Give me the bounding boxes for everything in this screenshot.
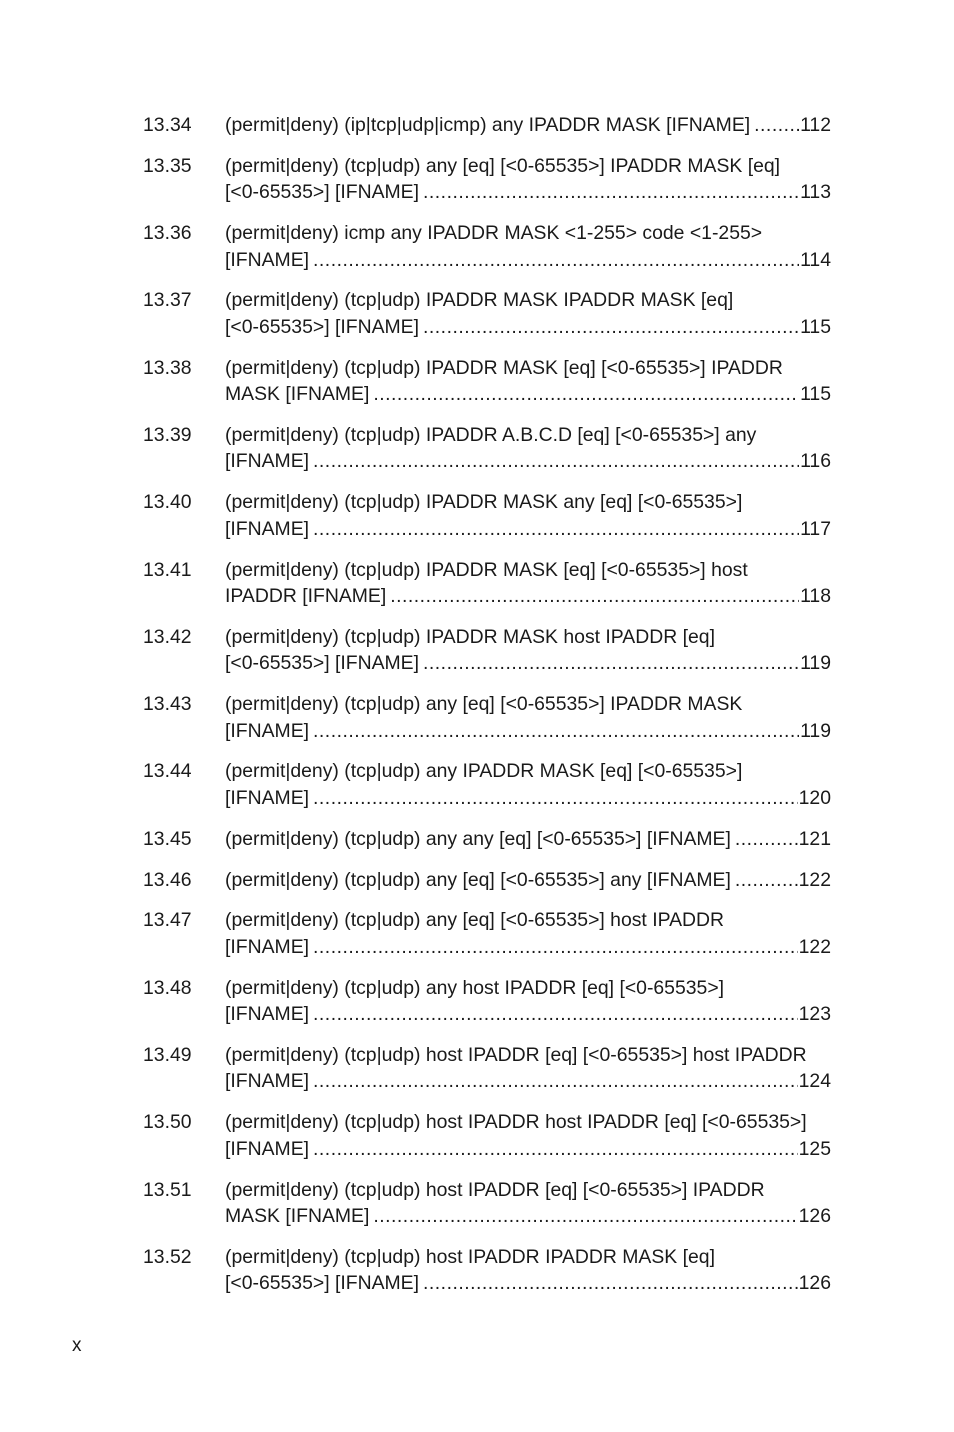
toc-entry-number: 13.45 — [143, 827, 192, 850]
toc-entry-number: 13.52 — [143, 1245, 192, 1268]
dot-leader — [423, 314, 799, 341]
page-number: x — [72, 1335, 82, 1356]
toc-entry-number: 13.43 — [143, 693, 192, 716]
dot-leader — [313, 1001, 798, 1028]
toc-entry-last-line — [225, 867, 831, 894]
toc-entry-title-line: (permit|deny) (tcp|udp) any [eq] [<0-65535>] IPADDR MASK — [225, 693, 743, 716]
dot-leader — [373, 1203, 797, 1230]
toc-entry-title — [225, 355, 831, 408]
toc-entry-title — [225, 975, 831, 1028]
table-of-contents — [143, 112, 831, 1311]
toc-entry-title-line: [IFNAME] — [225, 1003, 310, 1026]
toc-entry-last-line — [225, 718, 831, 745]
toc-entry-last-line — [225, 112, 831, 139]
dot-leader — [313, 448, 799, 475]
toc-entry-title-line: (permit|deny) (tcp|udp) any IPADDR MASK [eq] [<0-65535>] — [225, 760, 743, 783]
dot-leader — [313, 1136, 798, 1163]
toc-entry-title-line: (permit|deny) (tcp|udp) any [eq] [<0-65535>] host IPADDR — [225, 909, 725, 932]
toc-entry-last-line — [225, 516, 831, 543]
toc-entry-page[interactable]: 117 — [800, 517, 831, 540]
toc-entry-title-line: (permit|deny) (tcp|udp) any [eq] [<0-65535>] IPADDR MASK [eq] — [225, 154, 781, 177]
toc-entry-title-line: (permit|deny) (tcp|udp) IPADDR A.B.C.D [eq] [<0-65535>] any — [225, 423, 757, 446]
toc-entry-page[interactable]: 120 — [798, 786, 831, 809]
toc-entry-title-line: [IFNAME] — [225, 719, 310, 742]
toc-entry[interactable] — [143, 867, 831, 894]
toc-entry-number: 13.48 — [143, 976, 192, 999]
toc-entry-title — [225, 758, 831, 811]
toc-entry-title-line: [<0-65535>] [IFNAME] — [225, 652, 420, 675]
toc-entry-number: 13.35 — [143, 154, 192, 177]
toc-entry-title-line: [IFNAME] — [225, 1070, 310, 1093]
toc-entry-number: 13.41 — [143, 558, 192, 581]
toc-entry[interactable] — [143, 907, 831, 960]
dot-leader — [313, 785, 798, 812]
toc-entry-number: 13.47 — [143, 909, 192, 932]
toc-entry-title — [225, 907, 831, 960]
toc-entry-number: 13.38 — [143, 356, 192, 379]
toc-entry-title-line: [<0-65535>] [IFNAME] — [225, 1272, 420, 1295]
toc-entry[interactable] — [143, 975, 831, 1028]
toc-entry[interactable] — [143, 153, 831, 206]
toc-entry-title-line: [IFNAME] — [225, 517, 310, 540]
toc-entry-title — [225, 112, 831, 139]
toc-entry-number: 13.34 — [143, 114, 192, 136]
dot-leader — [735, 826, 798, 853]
toc-entry-title-line: (permit|deny) (tcp|udp) any [eq] [<0-65535>] any [IFNAME] — [225, 868, 731, 891]
toc-entry-title — [225, 1244, 831, 1297]
toc-entry-title — [225, 557, 831, 610]
toc-entry-number: 13.40 — [143, 491, 192, 514]
dot-leader — [313, 1068, 798, 1095]
toc-entry-title-line: (permit|deny) icmp any IPADDR MASK <1-255> code <1-255> — [225, 222, 763, 245]
toc-entry-title — [225, 624, 831, 677]
toc-entry[interactable] — [143, 355, 831, 408]
toc-entry-number: 13.42 — [143, 625, 192, 648]
toc-entry[interactable] — [143, 1042, 831, 1095]
toc-entry-page[interactable]: 125 — [798, 1137, 831, 1160]
toc-entry-title-line: (permit|deny) (tcp|udp) host IPADDR IPADDR MASK [eq] — [225, 1245, 715, 1268]
toc-entry[interactable] — [143, 489, 831, 542]
toc-entry-page[interactable]: 116 — [800, 450, 831, 473]
toc-entry-title-line: (permit|deny) (tcp|udp) any any [eq] [<0-65535>] [IFNAME] — [225, 827, 731, 850]
toc-entry-title-line: (permit|deny) (tcp|udp) IPADDR MASK host IPADDR [eq] — [225, 625, 715, 648]
toc-entry[interactable] — [143, 557, 831, 610]
toc-entry-number: 13.37 — [143, 289, 192, 312]
toc-entry-page[interactable]: 115 — [800, 315, 831, 338]
dot-leader — [390, 583, 799, 610]
dot-leader — [313, 934, 798, 961]
toc-entry-title-line: (permit|deny) (tcp|udp) IPADDR MASK any [eq] [<0-65535>] — [225, 491, 743, 514]
toc-entry-title-line: [IFNAME] — [225, 450, 310, 473]
toc-entry[interactable] — [143, 287, 831, 340]
toc-entry-title-line: [IFNAME] — [225, 935, 310, 958]
toc-entry-title-line: MASK [IFNAME] — [225, 383, 370, 406]
toc-entry-last-line — [225, 785, 831, 812]
toc-entry-last-line — [225, 1270, 831, 1297]
toc-entry-last-line — [225, 448, 831, 475]
toc-entry-title-line: (permit|deny) (tcp|udp) host IPADDR host IPADDR [eq] [<0-65535>] — [225, 1111, 807, 1134]
toc-entry-title — [225, 867, 831, 894]
toc-entry-title-line: (permit|deny) (ip|tcp|udp|icmp) any IPADDR MASK [IFNAME] — [225, 114, 751, 136]
dot-leader — [754, 112, 799, 139]
toc-entry-last-line — [225, 934, 831, 961]
toc-entry[interactable] — [143, 112, 831, 139]
toc-entry-page[interactable]: 113 — [800, 181, 831, 204]
toc-entry-number: 13.44 — [143, 760, 192, 783]
toc-entry-page[interactable]: 121 — [798, 827, 831, 850]
dot-leader — [735, 867, 798, 894]
toc-entry-number: 13.39 — [143, 423, 192, 446]
toc-entry-last-line — [225, 1136, 831, 1163]
toc-entry[interactable] — [143, 422, 831, 475]
toc-entry[interactable] — [143, 624, 831, 677]
toc-entry-last-line — [225, 314, 831, 341]
toc-entry-title — [225, 489, 831, 542]
toc-entry[interactable] — [143, 691, 831, 744]
toc-entry-number: 13.50 — [143, 1111, 192, 1134]
toc-entry[interactable] — [143, 1109, 831, 1162]
toc-entry-page[interactable]: 118 — [800, 585, 831, 608]
toc-entry[interactable] — [143, 1244, 831, 1297]
toc-entry-number: 13.51 — [143, 1178, 192, 1201]
toc-entry-title-line: (permit|deny) (tcp|udp) host IPADDR [eq] [<0-65535>] IPADDR — [225, 1178, 765, 1201]
toc-entry-last-line — [225, 1203, 831, 1230]
toc-entry[interactable] — [143, 758, 831, 811]
toc-entry-last-line — [225, 1068, 831, 1095]
toc-entry-title — [225, 826, 831, 853]
toc-entry-title-line: [<0-65535>] [IFNAME] — [225, 315, 420, 338]
toc-entry-title-line: (permit|deny) (tcp|udp) host IPADDR [eq] [<0-65535>] host IPADDR — [225, 1043, 807, 1066]
toc-entry-title-line: MASK [IFNAME] — [225, 1205, 370, 1228]
toc-entry-last-line — [225, 381, 831, 408]
dot-leader — [423, 1270, 798, 1297]
toc-entry-title-line: [<0-65535>] [IFNAME] — [225, 181, 420, 204]
dot-leader — [423, 650, 799, 677]
toc-entry-last-line — [225, 1001, 831, 1028]
toc-entry-title — [225, 422, 831, 475]
toc-entry[interactable] — [143, 826, 831, 853]
toc-entry-title-line: (permit|deny) (tcp|udp) IPADDR MASK [eq] [<0-65535>] host — [225, 558, 748, 581]
toc-entry-title-line: (permit|deny) (tcp|udp) IPADDR MASK IPADDR MASK [eq] — [225, 289, 734, 312]
toc-entry-number: 13.46 — [143, 868, 192, 891]
dot-leader — [313, 718, 799, 745]
toc-entry-last-line — [225, 650, 831, 677]
toc-entry-title-line: [IFNAME] — [225, 1137, 310, 1160]
dot-leader — [313, 516, 799, 543]
toc-entry-title — [225, 691, 831, 744]
toc-entry-page[interactable]: 122 — [798, 868, 831, 891]
toc-entry-page[interactable]: 119 — [800, 652, 831, 675]
toc-entry-title — [225, 287, 831, 340]
toc-entry-title — [225, 1109, 831, 1162]
toc-entry-title — [225, 1042, 831, 1095]
toc-entry-last-line — [225, 583, 831, 610]
toc-entry-last-line — [225, 247, 831, 274]
dot-leader — [423, 179, 799, 206]
toc-entry-title — [225, 1177, 831, 1230]
toc-entry-title-line: [IFNAME] — [225, 248, 310, 271]
dot-leader — [313, 247, 799, 274]
toc-entry-page[interactable]: 123 — [798, 1003, 831, 1026]
toc-entry-page[interactable]: 115 — [800, 383, 831, 406]
toc-entry-page[interactable]: 124 — [798, 1070, 831, 1093]
toc-entry[interactable] — [143, 220, 831, 273]
toc-entry-page[interactable]: 126 — [798, 1205, 831, 1228]
toc-entry-page[interactable]: 114 — [800, 248, 831, 271]
toc-entry-title — [225, 220, 831, 273]
dot-leader — [373, 381, 799, 408]
toc-entry-title-line: (permit|deny) (tcp|udp) any host IPADDR [eq] [<0-65535>] — [225, 976, 725, 999]
toc-entry-number: 13.36 — [143, 222, 192, 245]
toc-entry-number: 13.49 — [143, 1043, 192, 1066]
toc-entry-page[interactable]: 119 — [800, 719, 831, 742]
toc-entry-title-line: (permit|deny) (tcp|udp) IPADDR MASK [eq] [<0-65535>] IPADDR — [225, 356, 783, 379]
toc-entry[interactable] — [143, 1177, 831, 1230]
toc-entry-title-line: IPADDR [IFNAME] — [225, 585, 387, 608]
toc-entry-last-line — [225, 826, 831, 853]
toc-entry-title-line: [IFNAME] — [225, 786, 310, 809]
toc-entry-page[interactable]: 122 — [798, 935, 831, 958]
toc-entry-page[interactable]: 126 — [798, 1272, 831, 1295]
toc-entry-last-line — [225, 179, 831, 206]
toc-entry-page[interactable]: 112 — [800, 114, 831, 136]
toc-entry-title — [225, 153, 831, 206]
